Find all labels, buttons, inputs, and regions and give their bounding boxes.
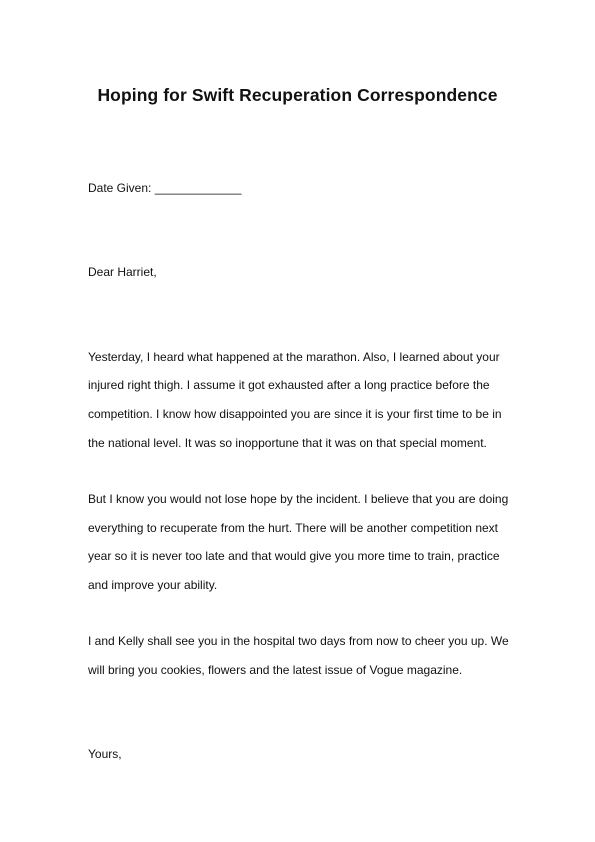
paragraph-1-line-3: competition. I know how disappointed you are since it is your first time to be in — [88, 407, 502, 421]
paragraph-1-line-4: the national level. It was so inopportune that it was on that special moment. — [88, 436, 487, 450]
paragraph-1-line-2: injured right thigh. I assume it got exhausted after a long practice before the — [88, 378, 490, 392]
paragraph-3-line-2: will bring you cookies, flowers and the latest issue of Vogue magazine. — [88, 663, 463, 677]
paragraph-2-line-1: But I know you would not lose hope by the incident. I believe that you are doing — [88, 492, 509, 506]
letter-title: Hoping for Swift Recuperation Correspondence — [97, 85, 498, 105]
paragraph-1-line-1: Yesterday, I heard what happened at the marathon. Also, I learned about your — [88, 350, 500, 364]
paragraph-2-line-2: everything to recuperate from the hurt. There will be another competition next — [88, 521, 498, 535]
paragraph-3-line-1: I and Kelly shall see you in the hospital two days from now to cheer you up. We — [88, 634, 509, 648]
closing: Yours, — [88, 747, 122, 761]
paragraph-2-line-3: year so it is never too late and that would give you more time to train, practice — [88, 549, 500, 563]
date-line: Date Given: _____________ — [88, 181, 242, 195]
salutation: Dear Harriet, — [88, 265, 157, 279]
paragraph-2-line-4: and improve your ability. — [88, 578, 218, 592]
